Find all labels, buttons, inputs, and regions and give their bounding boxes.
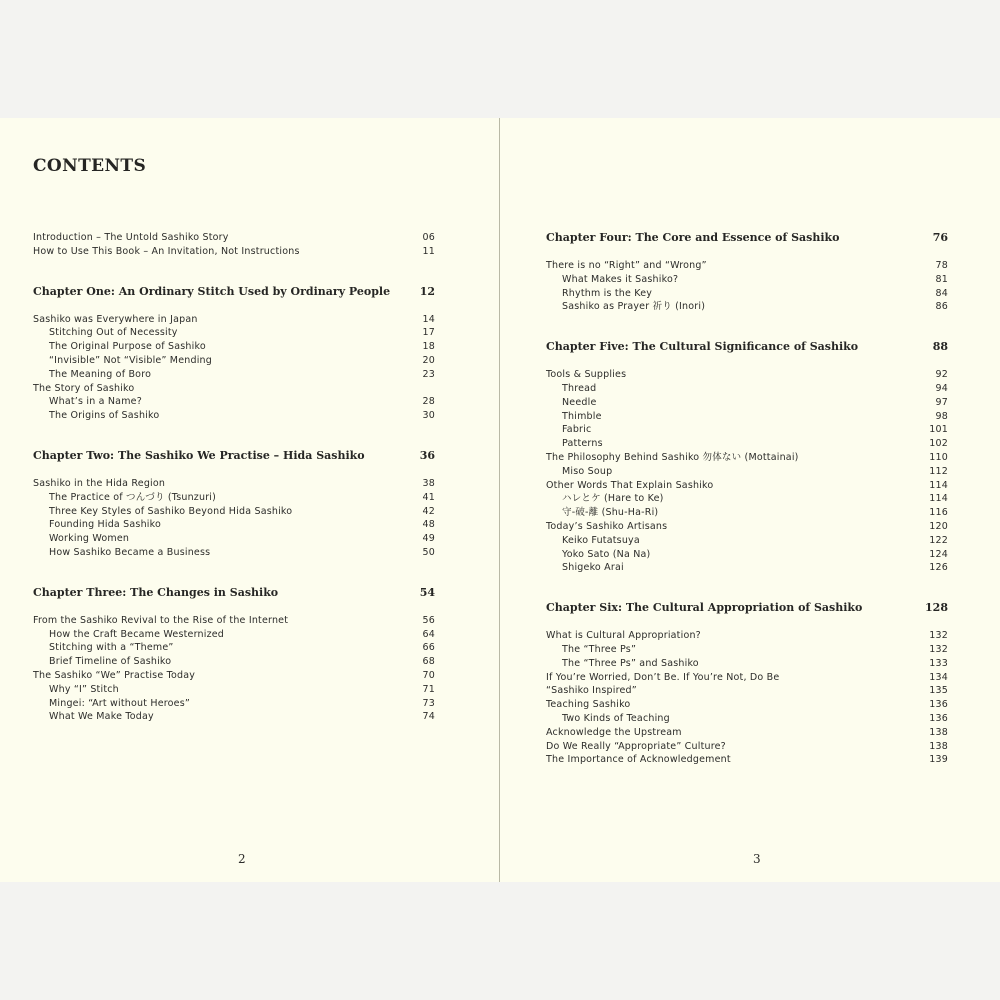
toc-subentry [33, 683, 435, 697]
entry-page-number: 86 [935, 301, 948, 313]
entry-page-number: 06 [422, 232, 435, 243]
toc-subentry [33, 532, 435, 546]
entry-page-number: 110 [929, 451, 948, 463]
page-number-left: 2 [238, 852, 246, 866]
entry-page-number: 56 [422, 614, 435, 626]
contents-heading: CONTENTS [33, 156, 147, 176]
entry-page-number: 41 [422, 491, 435, 503]
entry-label: The “Three Ps” and Sashiko [562, 657, 699, 669]
entry-page-number: 42 [422, 505, 435, 517]
entry-page-number: 70 [422, 669, 435, 681]
toc-entry [33, 382, 435, 396]
entry-label: Patterns [562, 438, 603, 450]
toc-entry [33, 614, 435, 628]
entry-page-number: 14 [422, 313, 435, 325]
entry-label: ハレとケ (Hare to Ke) [562, 493, 664, 505]
entry-page-number: 71 [422, 683, 435, 695]
chapter-heading [33, 586, 435, 600]
entry-page-number: 81 [935, 273, 948, 285]
entry-label: Teaching Sashiko [546, 699, 631, 711]
entry-label: What We Make Today [49, 711, 154, 723]
entry-label: Founding Hida Sashiko [49, 519, 162, 531]
chapter-heading [546, 231, 948, 245]
entry-label: Yoko Sato (Na Na) [562, 548, 651, 560]
toc-subentry [546, 657, 948, 671]
entry-page-number: 11 [422, 245, 435, 257]
toc-entry [546, 520, 948, 534]
entry-label: Stitching Out of Necessity [49, 327, 178, 339]
entry-page-number: 136 [929, 699, 948, 711]
toc-right [546, 231, 948, 767]
entry-label: What Makes it Sashiko? [562, 273, 679, 285]
entry-label: The Original Purpose of Sashiko [49, 341, 206, 353]
toc-subentry [546, 548, 948, 562]
entry-label: What’s in a Name? [49, 396, 142, 408]
entry-label: “Invisible” Not “Visible” Mending [49, 354, 212, 366]
entry-page-number: 28 [422, 396, 435, 408]
toc-entry [546, 726, 948, 740]
toc-entry [546, 753, 948, 767]
entry-page-number: 132 [929, 630, 948, 642]
entry-page-number: 64 [422, 628, 435, 640]
entry-page-number: 50 [422, 546, 435, 558]
entry-label: How to Use This Book – An Invitation, Not Instructions [33, 245, 300, 257]
entry-page-number: 116 [929, 507, 948, 519]
toc-subentry [33, 628, 435, 642]
toc-subentry [33, 409, 435, 423]
entry-page-number: 20 [422, 354, 435, 366]
toc-subentry [546, 287, 948, 301]
toc-subentry [33, 340, 435, 354]
toc-subentry [33, 546, 435, 560]
entry-page-number: 12 [419, 284, 435, 298]
toc-subentry [546, 273, 948, 287]
entry-page-number: 74 [422, 711, 435, 723]
entry-page-number: 23 [422, 368, 435, 380]
toc-subentry [546, 300, 948, 314]
entry-label: Chapter One: An Ordinary Stitch Used by Ordinary People [33, 284, 391, 298]
entry-label: Sashiko in the Hida Region [33, 477, 166, 489]
entry-label: Chapter Two: The Sashiko We Practise – Hida Sashiko [33, 448, 365, 462]
entry-page-number: 49 [422, 533, 435, 545]
toc-subentry [546, 382, 948, 396]
entry-page-number: 136 [929, 712, 948, 724]
entry-page-number: 84 [935, 287, 948, 299]
entry-label: Other Words That Explain Sashiko [546, 479, 714, 491]
toc-entry [546, 451, 948, 465]
toc-subentry [546, 534, 948, 548]
entry-label: Introduction – The Untold Sashiko Story [33, 232, 229, 243]
entry-label: Three Key Styles of Sashiko Beyond Hida Sashiko [49, 505, 293, 517]
entry-page-number: 48 [422, 519, 435, 531]
chapter-heading [33, 449, 435, 463]
toc-subentry [546, 561, 948, 575]
toc-subentry [33, 354, 435, 368]
entry-page-number: 92 [935, 369, 948, 381]
toc-entry [33, 245, 435, 259]
toc-entry [33, 477, 435, 491]
toc-subentry [546, 437, 948, 451]
entry-label: 守-破-離 (Shu-Ha-Ri) [562, 507, 659, 519]
toc-subentry [33, 518, 435, 532]
toc-entry [546, 740, 948, 754]
entry-label: Thimble [562, 410, 602, 422]
left-page [0, 118, 499, 882]
entry-page-number: 94 [935, 382, 948, 394]
entry-label: Shigeko Arai [562, 562, 624, 574]
chapter-heading [546, 601, 948, 615]
entry-page-number: 78 [935, 260, 948, 271]
entry-label: Tools & Supplies [546, 369, 627, 381]
entry-label: Chapter Four: The Core and Essence of Sashiko [546, 231, 840, 244]
toc-entry [546, 479, 948, 493]
toc-entry [546, 368, 948, 382]
entry-label: Mingei: “Art without Heroes” [49, 697, 190, 709]
toc-subentry [546, 643, 948, 657]
entry-page-number: 18 [422, 341, 435, 353]
entry-label: Do We Really “Appropriate” Culture? [546, 740, 726, 752]
entry-label: Keiko Futatsuya [562, 534, 640, 546]
chapter-heading [33, 285, 435, 299]
toc-entry [546, 684, 948, 698]
entry-label: Chapter Six: The Cultural Appropriation of Sashiko [546, 601, 863, 615]
entry-label: Needle [562, 396, 597, 408]
entry-label: Working Women [49, 533, 130, 545]
entry-label: Acknowledge the Upstream [546, 726, 682, 738]
entry-label: Two Kinds of Teaching [562, 712, 670, 724]
entry-page-number: 139 [929, 754, 948, 766]
toc-subentry [546, 396, 948, 410]
entry-label: The Sashiko “We” Practise Today [33, 669, 196, 681]
entry-page-number: 112 [929, 465, 948, 477]
entry-page-number: 36 [419, 448, 435, 462]
entry-page-number: 128 [925, 601, 948, 615]
toc-subentry [33, 491, 435, 505]
toc-subentry [33, 395, 435, 409]
entry-page-number: 124 [929, 548, 948, 560]
toc-entry [33, 313, 435, 327]
entry-label: What is Cultural Appropriation? [546, 630, 701, 642]
toc-subentry [546, 465, 948, 479]
entry-page-number: 68 [422, 656, 435, 668]
entry-label: How Sashiko Became a Business [49, 546, 211, 558]
entry-page-number: 17 [422, 327, 435, 339]
entry-label: From the Sashiko Revival to the Rise of the Internet [33, 614, 289, 626]
entry-label: The Story of Sashiko [33, 382, 135, 394]
entry-label: The “Three Ps” [562, 643, 637, 655]
entry-label: The Practice of つんづり (Tsunzuri) [49, 491, 217, 503]
toc-entry [546, 259, 948, 273]
right-page [500, 118, 1000, 882]
entry-page-number: 122 [929, 534, 948, 546]
entry-label: Sashiko as Prayer 祈り (Inori) [562, 301, 706, 313]
toc-entry [33, 231, 435, 245]
page-number-right: 3 [753, 852, 761, 866]
entry-page-number: 134 [929, 671, 948, 683]
toc-entry [546, 698, 948, 712]
toc-subentry [33, 697, 435, 711]
toc-subentry [546, 492, 948, 506]
entry-label: Chapter Five: The Cultural Significance of Sashiko [546, 340, 859, 354]
entry-page-number: 76 [932, 231, 948, 244]
entry-label: How the Craft Became Westernized [49, 628, 225, 640]
entry-label: Chapter Three: The Changes in Sashiko [33, 585, 279, 599]
toc-subentry [33, 710, 435, 724]
entry-label: The Philosophy Behind Sashiko 勿体ない (Mottainai) [546, 451, 799, 463]
chapter-heading [546, 340, 948, 354]
entry-label: The Origins of Sashiko [49, 410, 160, 422]
entry-page-number: 126 [929, 562, 948, 574]
entry-label: Fabric [562, 424, 592, 436]
entry-page-number: 138 [929, 726, 948, 738]
entry-label: The Meaning of Boro [49, 368, 152, 380]
spine-gutter [499, 118, 500, 882]
entry-page-number: 135 [929, 685, 948, 697]
entry-label: The Importance of Acknowledgement [546, 754, 731, 766]
entry-label: There is no “Right” and “Wrong” [546, 260, 707, 271]
entry-page-number: 30 [422, 410, 435, 422]
toc-subentry [33, 655, 435, 669]
entry-label: Miso Soup [562, 465, 613, 477]
toc-entry [546, 629, 948, 643]
entry-label: Thread [562, 382, 597, 394]
entry-label: Today’s Sashiko Artisans [546, 520, 668, 532]
toc-subentry [546, 712, 948, 726]
toc-subentry [546, 410, 948, 424]
toc-subentry [546, 423, 948, 437]
entry-page-number: 114 [929, 479, 948, 491]
toc-entry [33, 669, 435, 683]
toc-subentry [33, 368, 435, 382]
entry-page-number: 98 [935, 410, 948, 422]
toc-entry [546, 671, 948, 685]
entry-page-number: 132 [929, 643, 948, 655]
entry-label: Brief Timeline of Sashiko [49, 656, 172, 668]
toc-subentry [33, 641, 435, 655]
entry-label: “Sashiko Inspired” [546, 685, 637, 697]
entry-page-number: 138 [929, 740, 948, 752]
entry-label: If You’re Worried, Don’t Be. If You’re Not, Do Be [546, 671, 780, 683]
entry-page-number: 88 [932, 340, 948, 354]
entry-page-number: 38 [422, 477, 435, 489]
toc-subentry [33, 505, 435, 519]
toc-subentry [33, 326, 435, 340]
entry-page-number: 102 [929, 438, 948, 450]
entry-page-number: 66 [422, 642, 435, 654]
entry-page-number: 73 [422, 697, 435, 709]
book-spread [0, 118, 1000, 882]
entry-label: Stitching with a “Theme” [49, 642, 174, 654]
entry-page-number: 114 [929, 493, 948, 505]
entry-label: Sashiko was Everywhere in Japan [33, 313, 198, 325]
toc-left [33, 231, 435, 724]
entry-label: Why “I” Stitch [49, 683, 119, 695]
entry-page-number: 54 [419, 585, 435, 599]
toc-subentry [546, 506, 948, 520]
entry-page-number: 97 [935, 396, 948, 408]
entry-page-number: 101 [929, 424, 948, 436]
entry-page-number: 120 [929, 520, 948, 532]
entry-page-number: 133 [929, 657, 948, 669]
entry-label: Rhythm is the Key [562, 287, 653, 299]
